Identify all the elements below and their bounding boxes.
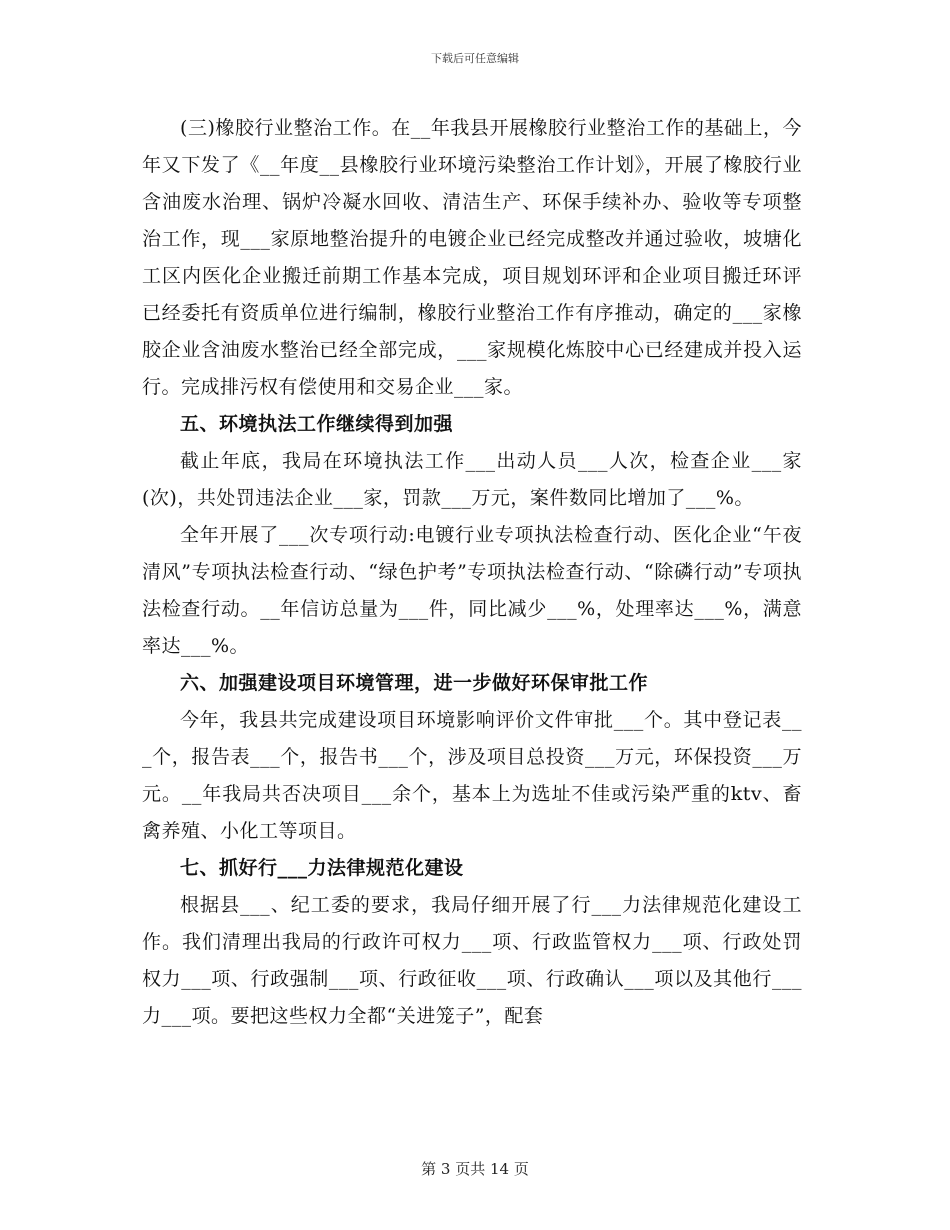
paragraph-legal-standardization: 根据县___、纪工委的要求，我局仔细开展了行___力法律规范化建设工作。我们清理出我局的行政许可权力___项、行政监管权力___项、行政处罚权力___项、行政强制___项、行政征收___项、行政确认___项以及其他行___力___项。要把这些权力全都“关进笼子”，配套 xyxy=(142,894,802,1027)
paragraph-rubber-industry: (三)橡胶行业整治工作。在__年我县开展橡胶行业整治工作的基础上，今年又下发了《__年度__县橡胶行业环境污染整治工作计划》，开展了橡胶行业含油废水治理、锅炉冷凝水回收、清洁生产、环保手续补办、验收等专项整治工作，现___家原地整治提升的电镀企业已经完成整改并通过验收，坡塘化工区内医化企业搬迁前期工作基本完成，项目规划环评和企业项目搬迁环评已经委托有资质单位进行编制，橡胶行业整治工作有序推动，确定的___家橡胶企业含油废水整治已经全部完成，___家规模化炼胶中心已经建成并投入运行。完成排污权有偿使用和交易企业___家。 xyxy=(142,117,802,398)
document-body xyxy=(142,110,802,1035)
paragraph-project-approval: 今年，我县共完成建设项目环境影响评价文件审批___个。其中登记表___个，报告表___个，报告书___个，涉及项目总投资___万元，环保投资___万元。__年我局共否决项目___余个，基本上为选址不佳或污染严重的ktv、畜禽养殖、小化工等项目。 xyxy=(142,709,802,842)
paragraph-special-actions: 全年开展了___次专项行动:电镀行业专项执法检查行动、医化企业“午夜清风”专项执法检查行动、“绿色护考”专项执法检查行动、“除磷行动”专项执法检查行动。__年信访总量为___件，同比减少___%，处理率达___%，满意率达___%。 xyxy=(142,524,802,657)
page-footer: 第 3 页共 14 页 xyxy=(421,1160,529,1178)
heading-section-7: 七、抓好行___力法律规范化建设 xyxy=(180,857,464,879)
page-header: 下载后可任意编辑 xyxy=(431,52,519,65)
paragraph-enforcement-stats: 截止年底，我局在环境执法工作___出动人员___人次，检查企业___家(次)，共处罚违法企业___家，罚款___万元，案件数同比增加了___%。 xyxy=(142,450,802,509)
heading-section-6: 六、加强建设项目环境管理，进一步做好环保审批工作 xyxy=(180,672,649,694)
heading-section-5: 五、环境执法工作继续得到加强 xyxy=(180,413,454,435)
